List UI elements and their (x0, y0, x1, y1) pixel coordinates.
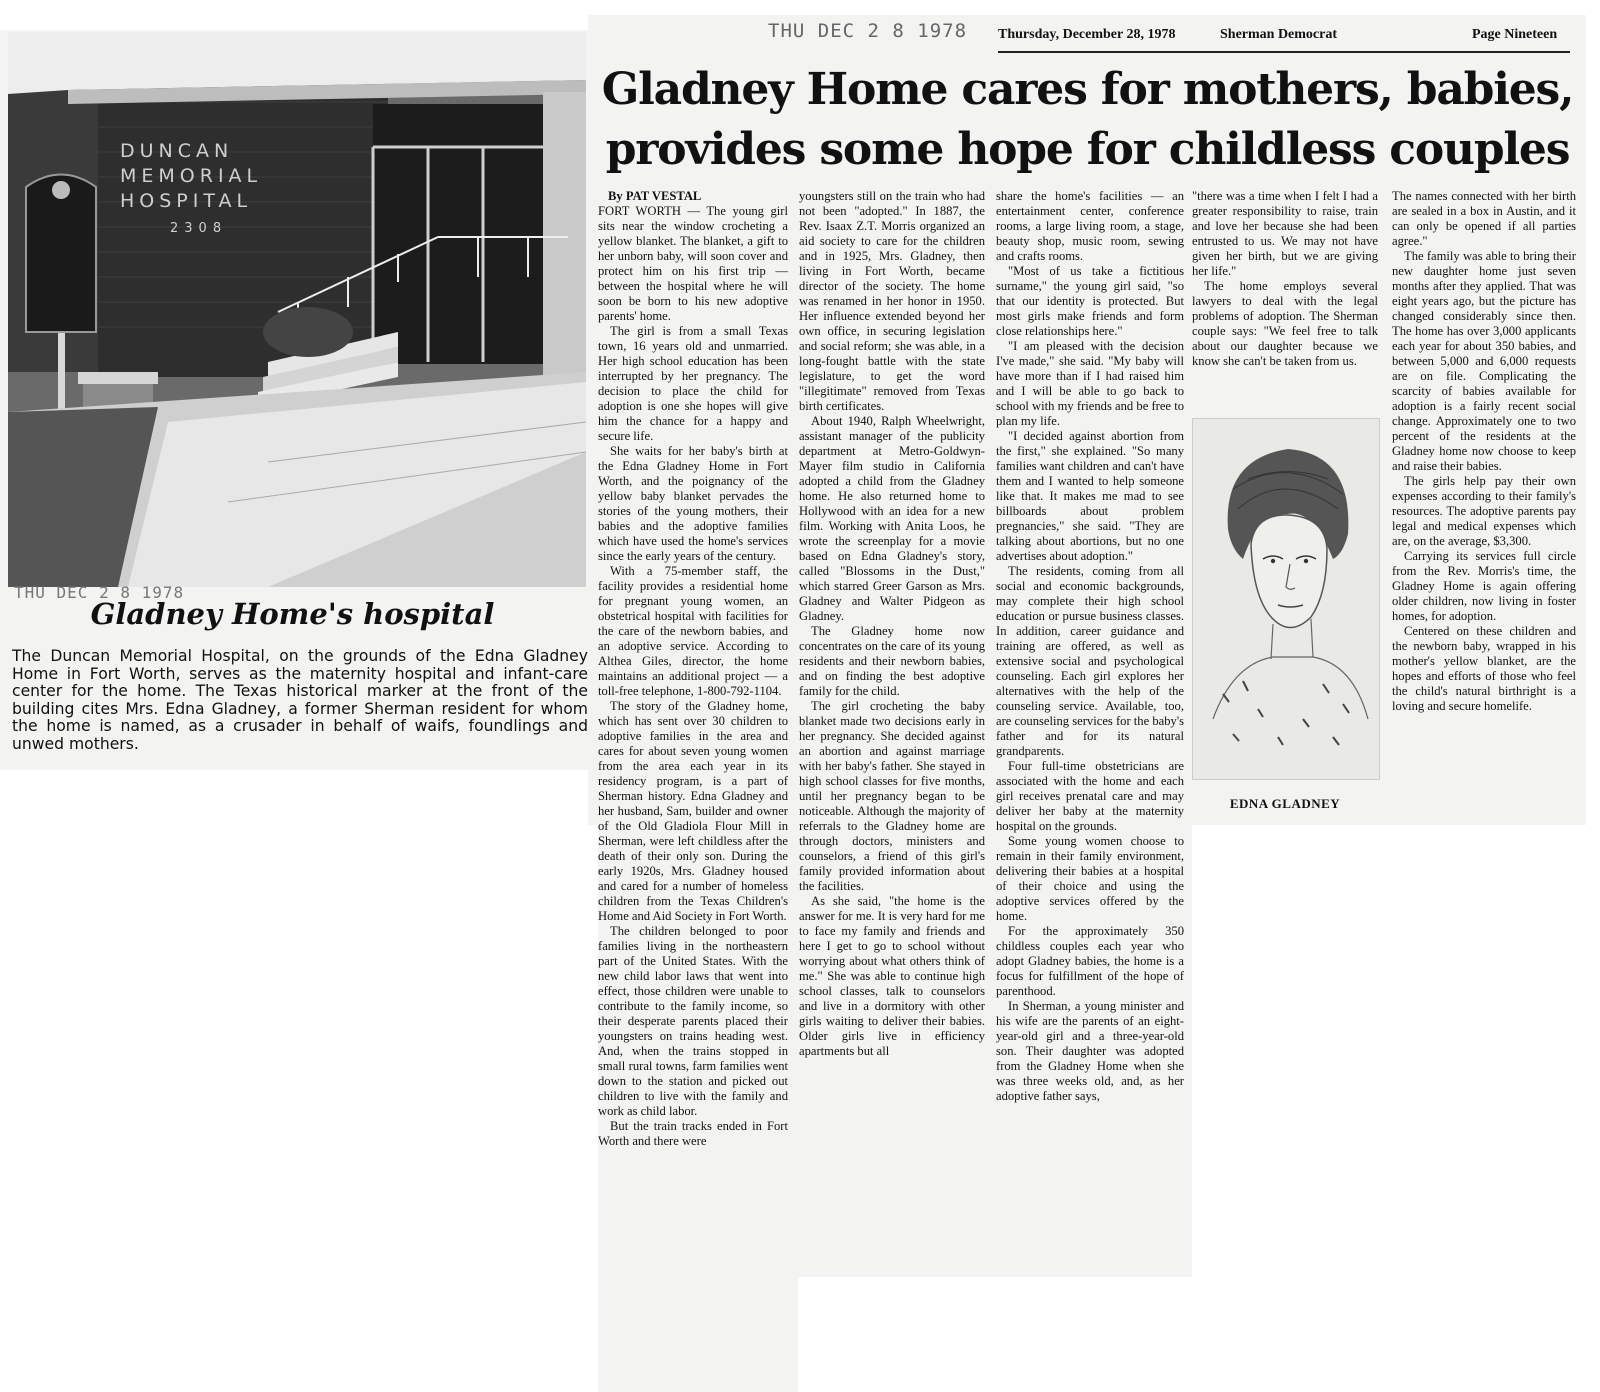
paragraph: The residents, coming from all social and economic backgrounds, may complete their high school education or pursue business classes. In addition, career guidance and training are offered, as well as extensive social and psychological counseling. Each girl explores her alternatives with the help of the counseling service. Available, too, are counseling services for the baby's father and for its natural grandparents. (996, 564, 1184, 758)
paragraph: The story of the Gladney home, which has sent over 30 children to adoptive families in the area and cares for about seven young women from the area each year in its residency program, is a part of Sherman history. Edna Gladney and her husband, Sam, builder and owner of the Old Gladiola Flour Mill in Sherman, were left childless after the death of their only son. During the early 1920s, Mrs. Gladney housed and cared for a number of homeless children from the Texas Children's Home and Aid Society in Fort Worth. (598, 699, 788, 923)
byline: By PAT VESTAL (608, 189, 702, 203)
sign-line-3: HOSPITAL (120, 190, 253, 212)
paragraph: She waits for her baby's birth at the Edna Gladney Home in Fort Worth, and the poignancy of the yellow baby blanket pervades the stories of the young mothers, their babies and the adoptive families which have used the home's services since the early years of the century. (598, 444, 788, 563)
paragraph: The names connected with her birth are sealed in a box in Austin, and it can only be opened if all parties agree." (1392, 189, 1576, 248)
date-stamp: THU DEC 2 8 1978 (768, 20, 968, 42)
newspaper-name: Sherman Democrat (1220, 27, 1338, 42)
sign-line-2: MEMORIAL (120, 165, 263, 187)
article-column-3 (996, 189, 1184, 1275)
headline: Gladney Home cares for mothers, babies, provides some hope for childless couples (601, 64, 1574, 175)
paragraph: youngsters still on the train who had not been "adopted." In 1887, the Rev. Isaax Z.T. Morris organized an aid society to care for the children and in 1925, Mrs. Gladney, then living in Fort Worth, became director of the society. The home was renamed in her honor in 1950. Her influence extended beyond her own office, in securing legislation and social reform; she was able, in a long-fought battle with the state legislature, to get the word "illegitimate" removed from Texas birth certificates. (799, 189, 985, 413)
header-rule (998, 51, 1570, 53)
paragraph: Carrying its services full circle from the Rev. Morris's time, the Gladney Home is again offering older children, now living in foster homes, for adoption. (1392, 549, 1576, 623)
paragraph: Four full-time obstetricians are associated with the home and each girl receives prenatal care and may deliver her baby at the maternity hospital on the grounds. (996, 759, 1184, 833)
paragraph: The Gladney home now concentrates on the care of its young residents and their newborn babies, and on finding the best adoptive family for the child. (799, 624, 985, 698)
paragraph: "I am pleased with the decision I've made," she said. "My baby will have more than if I had raised him and I will be able to go back to school with my friends and be free to plan my life. (996, 339, 1184, 428)
paragraph: In Sherman, a young minister and his wife are the parents of an eight-year-old girl and a three-year-old son. Their daughter was adopted from the Gladney Home when she was three weeks old, and, as her adoptive father says, (996, 999, 1184, 1103)
paragraph: The family was able to bring their new daughter home just seven months after they applied. That was eight years ago, but the picture has changed considerably since then. The home has over 3,000 applicants each year for about 350 babies, and between 5,000 and 6,000 requests are on file. Complicating the scarcity of babies available for adoption is a fairly recent social change. Approximately one to two percent of the residents at the Gladney home now choose to keep and raise their babies. (1392, 249, 1576, 473)
article-column-5 (1392, 189, 1576, 824)
caption-date-stamp: THU DEC 2 8 1978 (14, 583, 185, 602)
portrait-caption: EDNA GLADNEY (1229, 796, 1341, 811)
paragraph: FORT WORTH — The young girl sits near the window crocheting a yellow blanket. The blanket, a gift to her unborn baby, will soon cover and protect him on his first trip — between the hospital where he will soon be born to his new adoptive parents' home. (598, 204, 788, 323)
paragraph: share the home's facilities — an entertainment center, conference rooms, a large living room, a stage, beauty shop, music room, sewing and crafts rooms. (996, 189, 1184, 263)
paragraph: With a 75-member staff, the facility provides a residential home for pregnant young women, an obstetrical hospital with facilities for the care of the newborn babies, and an adoptive service. According to Althea Giles, director, the home maintains an additional project — a toll-free telephone, 1-800-792-1104. (598, 564, 788, 698)
paragraph: About 1940, Ralph Wheelwright, assistant manager of the publicity department at Metro-Goldwyn-Mayer film studio in California adopted a child from the Gladney home. He also returned home to Hollywood with an idea for a new film. Working with Anita Loos, he wrote the screenplay for a movie based on Edna Gladney's story, called "Blossoms in the Dust," which starred Greer Garson as Mrs. Gladney and Walter Pidgeon as Gladney. (799, 414, 985, 623)
paragraph: "there was a time when I felt I had a greater responsibility to raise, train and love her because she had been entrusted to us. We may not have given her birth, but we are giving her life." (1192, 189, 1378, 278)
paragraph: Centered on these children and the newborn baby, wrapped in his mother's yellow blanket, are the hopes and efforts of those who feel the child's natural birthright is a loving and secure homelife. (1392, 624, 1576, 713)
paragraph: For the approximately 350 childless couples each year who adopt Gladney babies, the home is a focus for fulfillment of the hope of parenthood. (996, 924, 1184, 998)
article-column-1 (598, 189, 788, 1392)
article-column-4 (1192, 189, 1378, 389)
paragraph: As she said, "the home is the answer for me. It is very hard for me to face my family and friends and here I get to go to school without worrying about what others think of me." She was able to continue high school classes, talk to counselors and live in a dormitory with other girls waiting to deliver their babies. Older girls live in efficiency apartments but all (799, 894, 985, 1058)
paragraph: Some young women choose to remain in their family environment, delivering their babies at a hospital of their choice and using the adoptive services offered by the home. (996, 834, 1184, 923)
article-column-2 (799, 189, 985, 1275)
edna-gladney-portrait (1192, 418, 1380, 780)
page-number: Page Nineteen (1472, 27, 1558, 42)
paragraph: The girls help pay their own expenses according to their family's resources. The adoptive parents pay legal and medical expenses which are, on the average, $3,300. (1392, 474, 1576, 548)
paragraph: The girl is from a small Texas town, 16 years old and unmarried. Her high school education has been interrupted by her pregnancy. The decision to place the child for adoption is one she hopes will give him the chance for a happy and secure life. (598, 324, 788, 443)
photo-caption-title: Gladney Home's hospital (90, 597, 495, 631)
paragraph: "I decided against abortion from the first," she explained. "So many families want children and can't have them and I wanted to help someone like that. It makes me mad to see billboards about problem pregnancies," she said. "They are talking about abortions, but no one advertises about adoption." (996, 429, 1184, 563)
sign-line-1: DUNCAN (120, 140, 234, 162)
paragraph: The home employs several lawyers to deal with the legal problems of adoption. The Sherman couple says: "We feel free to talk about our daughter because we know she can't be taken from us. (1192, 279, 1378, 368)
hospital-photo (8, 32, 586, 587)
paragraph: The children belonged to poor families living in the northeastern part of the United States. With the new child labor laws that went into effect, those children were unable to contribute to the family income, so their desperate parents placed their youngsters on trains heading west. And, when the trains stopped in small rural towns, farm families went down to the station and picked out children to live with the family and work as child labor. (598, 924, 788, 1118)
paragraph: The girl crocheting the baby blanket made two decisions early in her pregnancy. She decided against an abortion and against marriage with her baby's father. She stayed in high school classes for five months, until her pregnancy began to be noticeable. Although the majority of referrals to the Gladney home are through doctors, ministers and counselors, a friend of this girl's family provided information about the facilities. (799, 699, 985, 893)
issue-date: Thursday, December 28, 1978 (998, 27, 1176, 42)
paragraph: But the train tracks ended in Fort Worth and there were (598, 1119, 788, 1148)
photo-caption-body: The Duncan Memorial Hospital, on the grounds of the Edna Gladney Home in Fort Worth, serves as the maternity hospital and infant-care center for the home. The Texas historical marker at the front of the building cites Mrs. Edna Gladney, a former Sherman resident for whom the home is named, as a crusader in behalf of waifs, foundlings and unwed mothers. (12, 647, 588, 753)
sign-number: 2308 (170, 221, 228, 236)
paragraph: "Most of us take a fictitious surname," the young girl said, "so that our identity is protected. But most girls make friends and form close relationships here." (996, 264, 1184, 338)
